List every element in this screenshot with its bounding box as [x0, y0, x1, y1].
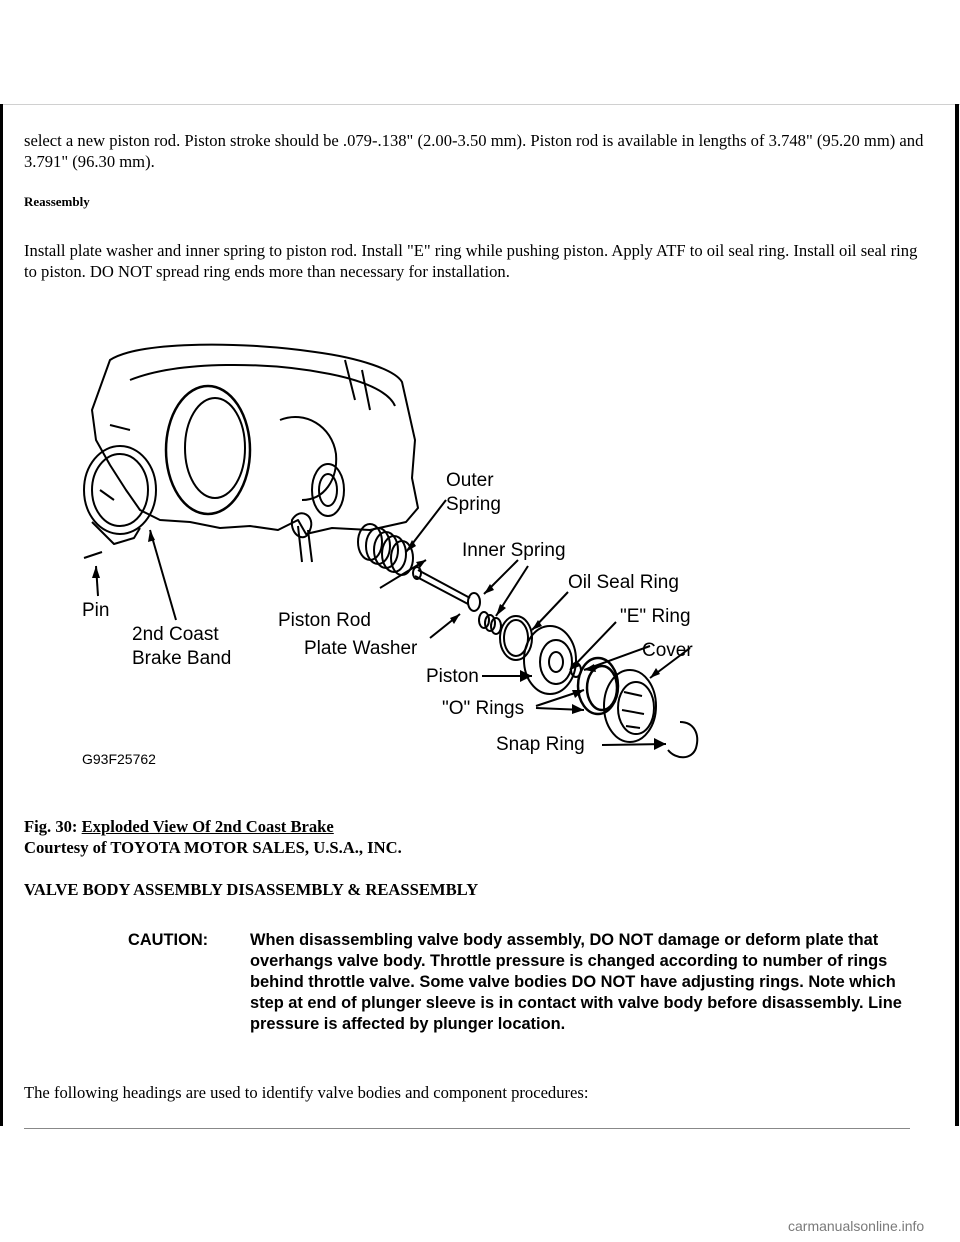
left-margin-bar [0, 104, 3, 1126]
section-heading: VALVE BODY ASSEMBLY DISASSEMBLY & REASSEMBLY [24, 880, 479, 899]
label-pin: Pin [82, 600, 110, 621]
paragraph-piston-rod: select a new piston rod. Piston stroke should be .079-.138" (2.00-3.50 mm). Piston rod is available in lengths of 3.748" (95.20 mm) and 3.791" (96.30 mm). [24, 131, 924, 171]
footer-watermark: carmanualsonline.info [788, 1218, 925, 1234]
snap-ring-part [668, 722, 697, 757]
piston-part [524, 626, 576, 694]
figure-courtesy: Courtesy of TOYOTA MOTOR SALES, U.S.A., INC. [24, 838, 402, 857]
figure-caption-prefix: Fig. 30: [24, 817, 82, 836]
figure-caption [24, 816, 334, 837]
label-e-ring: "E" Ring [620, 606, 691, 627]
outer-spring-part [358, 524, 413, 575]
piston-rod-part [413, 567, 470, 604]
label-inner-spring: Inner Spring [462, 540, 566, 561]
label-oil-seal-ring: Oil Seal Ring [568, 572, 679, 593]
plate-washer-part [468, 593, 480, 611]
caution-text: When disassembling valve body assembly, DO NOT damage or deform plate that overhangs valve body. Throttle pressure is changed according to number of rings behind throttle valve. Some valve bodies DO NOT have adjusting rings. Note which step at end of plunger sleeve is in contact with valve body before disassembly. Line pressure is affected by plunger location. [250, 931, 902, 1033]
label-brake-band-2: Brake Band [132, 648, 232, 669]
top-rule [0, 104, 960, 105]
label-plate-washer: Plate Washer [304, 638, 418, 659]
label-cover: Cover [642, 640, 693, 661]
figure-code: G93F25762 [82, 751, 156, 767]
bottom-rule [24, 1128, 910, 1129]
label-o-rings: "O" Rings [442, 698, 525, 719]
transmission-case-drawing [84, 345, 418, 562]
exploded-view-figure [70, 330, 720, 775]
label-brake-band-1: 2nd Coast [132, 624, 219, 645]
label-outer-spring-1: Outer [446, 470, 494, 491]
oil-seal-ring-part [500, 616, 532, 660]
label-outer-spring-2: Spring [446, 494, 501, 515]
paragraph-reassembly: Install plate washer and inner spring to piston rod. Install "E" ring while pushing piston. Apply ATF to oil seal ring. Install oil seal ring to piston. DO NOT spread ring ends more than necessary for installation. [24, 241, 918, 281]
figure-caption-title: Exploded View Of 2nd Coast Brake [81, 817, 334, 836]
label-piston-rod: Piston Rod [278, 610, 371, 631]
o-rings-part [578, 658, 618, 714]
inner-spring-part [479, 612, 501, 634]
label-snap-ring: Snap Ring [496, 734, 585, 755]
label-piston: Piston [426, 666, 479, 687]
caution-label: CAUTION: [128, 931, 209, 949]
heading-reassembly: Reassembly [24, 194, 90, 209]
right-margin-bar [955, 104, 959, 1126]
paragraph-headings-intro: The following headings are used to identify valve bodies and component procedures: [24, 1083, 589, 1102]
